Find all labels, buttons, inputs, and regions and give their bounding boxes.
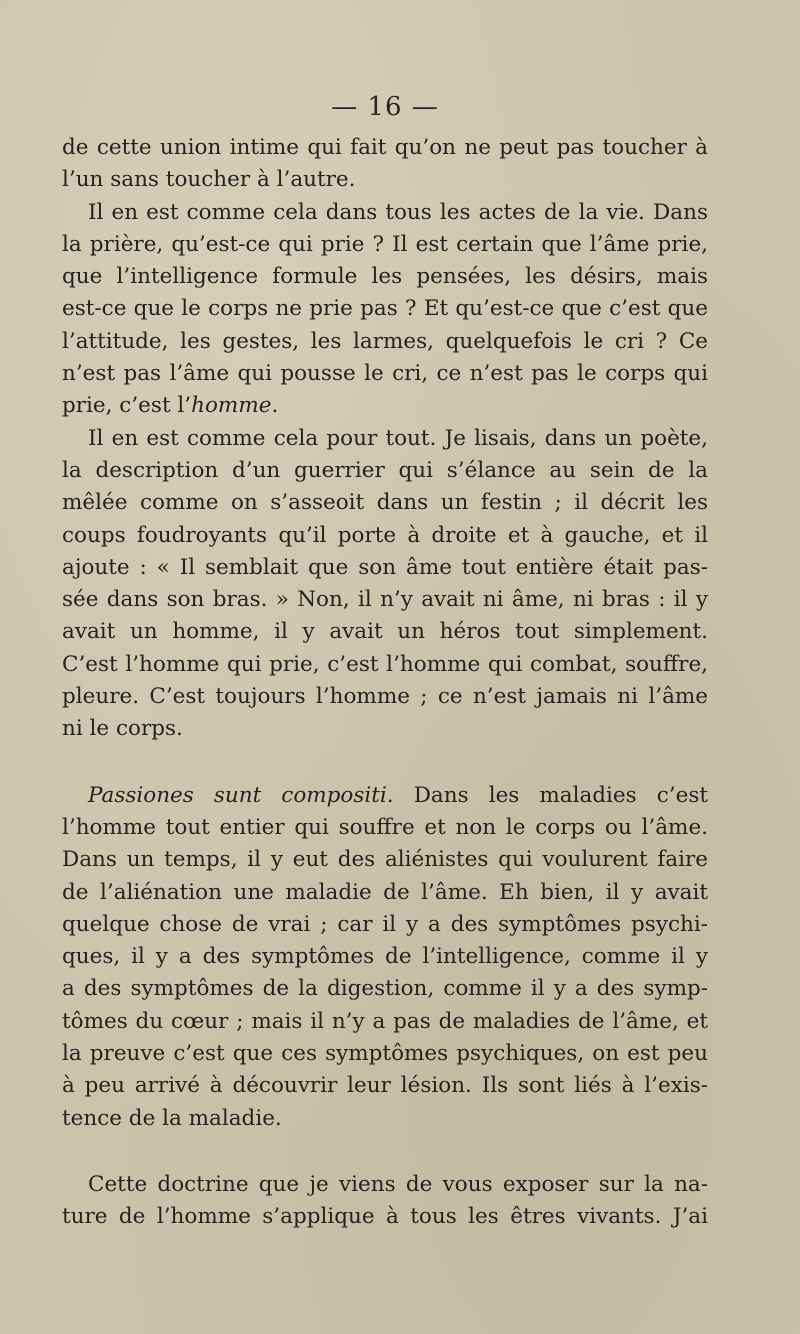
text-line: l’attitude, les gestes, les larmes, quelquefois le cri ? Ce — [62, 328, 708, 354]
text-line: l’homme tout entier qui souffre et non le corps ou l’âme. — [62, 814, 708, 840]
text-line: quelque chose de vrai ; car il y a des symptômes psychi- — [62, 911, 708, 937]
text-line: tence de la maladie. — [62, 1105, 282, 1131]
text-line: C’est l’homme qui prie, c’est l’homme qui combat, souffre, — [62, 651, 708, 677]
text-line: l’un sans toucher à l’autre. — [62, 167, 356, 193]
text-line: est-ce que le corps ne prie pas ? Et qu’est-ce que c’est que — [62, 296, 708, 322]
text-line: Dans un temps, il y eut des aliénistes qui voulurent faire — [62, 847, 708, 873]
paragraph-1 — [62, 132, 708, 197]
paragraph-2 — [62, 197, 708, 423]
text-line: Il en est comme cela dans tous les actes de la vie. Dans — [88, 199, 708, 225]
text-line: ajoute : « Il semblait que son âme tout entière était pas- — [62, 554, 708, 580]
text-line: à peu arrivé à découvrir leur lésion. Ils sont liés à l’exis- — [62, 1073, 708, 1099]
page-number: — 16 — — [331, 92, 439, 122]
text-line — [62, 390, 708, 422]
text-segment: prie, c’est l’ — [62, 393, 192, 419]
text-line: la prière, qu’est-ce qui prie ? Il est certain que l’âme prie, — [62, 231, 708, 257]
text-line: ques, il y a des symptômes de l’intelligence, comme il y — [62, 944, 708, 970]
text-line: coups foudroyants qu’il porte à droite et à gauche, et il — [62, 522, 708, 548]
paragraph-3 — [62, 423, 708, 746]
text-line: a des symptômes de la digestion, comme il y a des symp- — [62, 976, 708, 1002]
text-line: ture de l’homme s’applique à tous les êtres vivants. J’ai — [62, 1204, 708, 1230]
latin-quote: Passiones sunt compositi. — [88, 782, 394, 808]
text-line: la preuve c’est que ces symptômes psychiques, on est peu — [62, 1041, 708, 1067]
text-line: sée dans son bras. » Non, il n’y avait ni âme, ni bras : il y — [62, 587, 708, 613]
text-line: pleure. C’est toujours l’homme ; ce n’est jamais ni l’âme — [62, 684, 708, 710]
text-segment: . — [271, 393, 279, 419]
text-line: de cette union intime qui fait qu’on ne peut pas toucher à — [62, 135, 708, 160]
paragraph-gap — [62, 1135, 708, 1169]
text-segment: Dans les maladies c’est — [393, 782, 709, 808]
text-line: de l’aliénation une maladie de l’âme. Eh bien, il y avait — [62, 879, 708, 905]
text-line: tômes du cœur ; mais il n’y a pas de maladies de l’âme, et — [62, 1008, 708, 1034]
text-line: Il en est comme cela pour tout. Je lisais, dans un poète, — [88, 425, 708, 451]
text-line: mêlée comme on s’asseoit dans un festin ; il décrit les — [62, 490, 708, 516]
text-line: avait un homme, il y avait un héros tout simplement. — [62, 619, 708, 645]
paragraph-gap — [62, 746, 708, 780]
text-line — [62, 780, 708, 812]
text-line: ni le corps. — [62, 716, 183, 742]
paragraph-4 — [62, 780, 708, 1135]
paragraph-5 — [62, 1169, 708, 1234]
italic-word: homme — [191, 393, 272, 419]
text-line: Cette doctrine que je viens de vous exposer sur la na- — [88, 1171, 708, 1197]
body-text — [62, 132, 708, 1234]
text-line: la description d’un guerrier qui s’élance au sein de la — [62, 457, 708, 483]
text-line: que l’intelligence formule les pensées, les désirs, mais — [62, 264, 708, 290]
text-line: n’est pas l’âme qui pousse le cri, ce n’est pas le corps qui — [62, 361, 708, 387]
